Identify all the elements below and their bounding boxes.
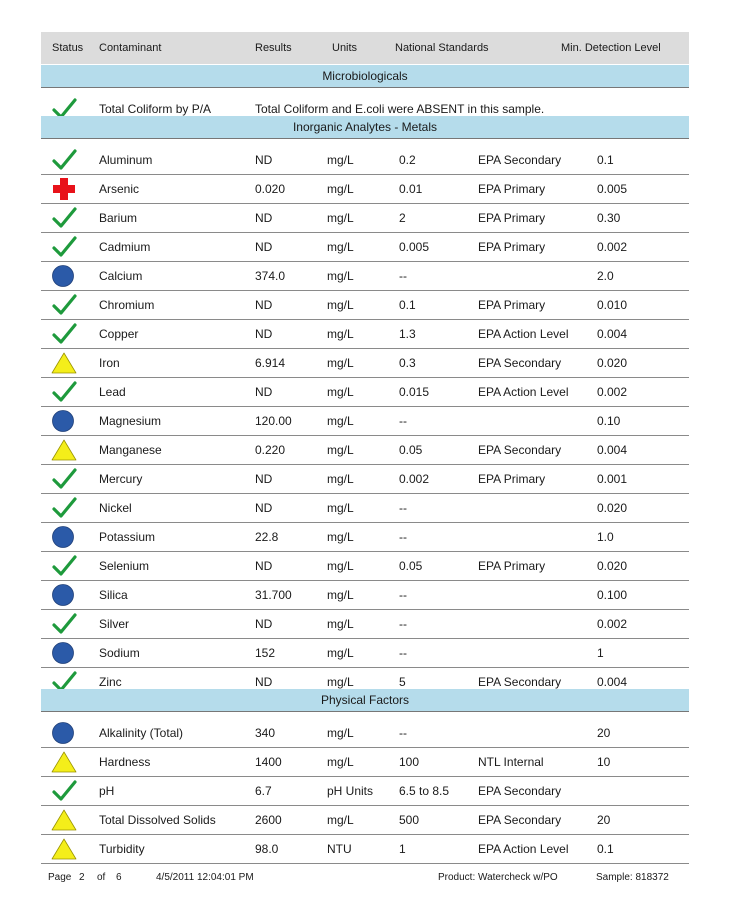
standard-value: -- [399, 588, 407, 602]
standard-type: EPA Primary [478, 472, 546, 486]
contaminant-name: Zinc [99, 675, 122, 689]
standard-type: EPA Primary [478, 211, 546, 225]
blue-circle-icon [51, 264, 77, 288]
contaminant-name: Copper [99, 327, 139, 341]
standard-value: 0.05 [399, 559, 423, 573]
units-value: mg/L [327, 443, 354, 457]
table-row [41, 232, 689, 262]
min-detection-value: 1.0 [597, 530, 614, 544]
units-value: mg/L [327, 269, 354, 283]
units-value: mg/L [327, 755, 354, 769]
standard-value: 0.1 [399, 298, 416, 312]
result-value: ND [255, 153, 273, 167]
table-row [41, 174, 689, 204]
standard-value: 0.3 [399, 356, 416, 370]
footer-page-label: Page [48, 872, 72, 883]
standard-value: 5 [399, 675, 406, 689]
result-value: 6.914 [255, 356, 286, 370]
result-value: 31.700 [255, 588, 292, 602]
table-row [41, 377, 689, 407]
warning-triangle-icon [51, 750, 77, 774]
table-row [41, 638, 689, 668]
standard-value: 0.05 [399, 443, 423, 457]
min-detection-value: 0.020 [597, 501, 628, 515]
table-row [41, 834, 689, 864]
footer-sample: Sample: 818372 [596, 872, 669, 883]
result-note: Total Coliform and E.coli were ABSENT in this sample. [255, 102, 545, 116]
standard-type: EPA Secondary [478, 675, 562, 689]
check-icon [51, 206, 77, 230]
check-icon [51, 612, 77, 636]
contaminant-name: Total Dissolved Solids [99, 813, 216, 827]
footer-page-number: 2 [79, 872, 85, 883]
result-value: 374.0 [255, 269, 286, 283]
table-row [41, 290, 689, 320]
result-value: ND [255, 211, 273, 225]
min-detection-value: 0.100 [597, 588, 628, 602]
standard-value: -- [399, 617, 407, 631]
standard-value: 0.2 [399, 153, 416, 167]
check-icon [51, 235, 77, 259]
footer-page-total: 6 [116, 872, 122, 883]
table-row [41, 805, 689, 835]
contaminant-name: Chromium [99, 298, 155, 312]
min-detection-value: 0.001 [597, 472, 628, 486]
min-detection-value: 0.020 [597, 559, 628, 573]
footer-of-label: of [97, 872, 106, 883]
min-detection-value: 0.10 [597, 414, 621, 428]
result-value: ND [255, 559, 273, 573]
warning-triangle-icon [51, 351, 77, 375]
check-icon [51, 322, 77, 346]
section-header: Physical Factors [41, 689, 689, 712]
standard-type: EPA Secondary [478, 153, 562, 167]
table-row [41, 776, 689, 806]
standard-value: 0.005 [399, 240, 430, 254]
units-value: mg/L [327, 153, 354, 167]
blue-circle-icon [51, 583, 77, 607]
units-value: NTU [327, 842, 352, 856]
footer-product: Product: Watercheck w/PO [438, 872, 558, 883]
standard-value: 2 [399, 211, 406, 225]
standard-value: -- [399, 646, 407, 660]
contaminant-name: Barium [99, 211, 138, 225]
table-row [41, 203, 689, 233]
units-value: mg/L [327, 356, 354, 370]
blue-circle-icon [51, 641, 77, 665]
min-detection-value: 20 [597, 726, 611, 740]
header-contaminant: Contaminant [99, 42, 162, 54]
units-value: pH Units [327, 784, 374, 798]
table-row [41, 493, 689, 523]
result-value: ND [255, 617, 273, 631]
table-row [41, 145, 689, 175]
units-value: mg/L [327, 182, 354, 196]
result-value: ND [255, 675, 273, 689]
min-detection-value: 0.005 [597, 182, 628, 196]
table-row [41, 406, 689, 436]
section-header: Inorganic Analytes - Metals [41, 116, 689, 139]
table-row [41, 747, 689, 777]
contaminant-name: Magnesium [99, 414, 162, 428]
standard-value: 0.002 [399, 472, 430, 486]
table-header [41, 32, 689, 64]
table-row [41, 348, 689, 378]
contaminant-name: Manganese [99, 443, 162, 457]
contaminant-name: Calcium [99, 269, 143, 283]
result-value: 98.0 [255, 842, 279, 856]
table-row [41, 551, 689, 581]
result-value: 0.020 [255, 182, 286, 196]
header-min-detection: Min. Detection Level [561, 42, 661, 54]
check-icon [51, 496, 77, 520]
min-detection-value: 20 [597, 813, 611, 827]
standard-type: EPA Action Level [478, 327, 569, 341]
result-value: 2600 [255, 813, 282, 827]
units-value: mg/L [327, 726, 354, 740]
min-detection-value: 0.020 [597, 356, 628, 370]
table-row [41, 609, 689, 639]
min-detection-value: 0.002 [597, 617, 628, 631]
contaminant-name: Nickel [99, 501, 132, 515]
header-units: Units [332, 42, 358, 54]
warning-triangle-icon [51, 837, 77, 861]
result-value: ND [255, 298, 273, 312]
standard-type: EPA Secondary [478, 356, 562, 370]
table-row [41, 435, 689, 465]
standard-type: EPA Secondary [478, 813, 562, 827]
standard-value: -- [399, 414, 407, 428]
standard-value: -- [399, 530, 407, 544]
contaminant-name: Silica [99, 588, 128, 602]
contaminant-name: Total Coliform by P/A [99, 102, 212, 116]
contaminant-name: Hardness [99, 755, 151, 769]
standard-type: EPA Action Level [478, 385, 569, 399]
blue-circle-icon [51, 409, 77, 433]
min-detection-value: 0.002 [597, 240, 628, 254]
units-value: mg/L [327, 646, 354, 660]
footer-datetime: 4/5/2011 12:04:01 PM [156, 872, 254, 883]
table-row [41, 580, 689, 610]
contaminant-name: Potassium [99, 530, 156, 544]
standard-value: -- [399, 269, 407, 283]
result-value: ND [255, 385, 273, 399]
min-detection-value: 2.0 [597, 269, 614, 283]
section-header: Microbiologicals [41, 65, 689, 88]
result-value: 22.8 [255, 530, 279, 544]
units-value: mg/L [327, 617, 354, 631]
contaminant-name: Silver [99, 617, 130, 631]
result-value: ND [255, 501, 273, 515]
standard-value: 1.3 [399, 327, 416, 341]
units-value: mg/L [327, 327, 354, 341]
standard-type: NTL Internal [478, 755, 544, 769]
units-value: mg/L [327, 298, 354, 312]
header-results: Results [255, 42, 292, 54]
standard-value: 0.01 [399, 182, 423, 196]
check-icon [51, 380, 77, 404]
standard-type: EPA Primary [478, 182, 546, 196]
header-status: Status [52, 42, 84, 54]
units-value: mg/L [327, 675, 354, 689]
contaminant-name: Turbidity [99, 842, 145, 856]
units-value: mg/L [327, 813, 354, 827]
result-value: ND [255, 240, 273, 254]
result-value: 0.220 [255, 443, 286, 457]
contaminant-name: Selenium [99, 559, 150, 573]
check-icon [51, 554, 77, 578]
contaminant-name: Cadmium [99, 240, 151, 254]
standard-type: EPA Primary [478, 298, 546, 312]
warning-triangle-icon [51, 438, 77, 462]
blue-circle-icon [51, 525, 77, 549]
standard-type: EPA Primary [478, 559, 546, 573]
contaminant-name: Sodium [99, 646, 140, 660]
standard-value: 1 [399, 842, 406, 856]
min-detection-value: 0.1 [597, 842, 614, 856]
standard-value: 100 [399, 755, 420, 769]
check-icon [51, 779, 77, 803]
units-value: mg/L [327, 211, 354, 225]
contaminant-name: Mercury [99, 472, 143, 486]
standard-type: EPA Action Level [478, 842, 569, 856]
min-detection-value: 0.1 [597, 153, 614, 167]
result-value: ND [255, 327, 273, 341]
header-national-standards: National Standards [395, 42, 489, 54]
standard-value: -- [399, 726, 407, 740]
standard-type: EPA Secondary [478, 784, 562, 798]
contaminant-name: Aluminum [99, 153, 153, 167]
blue-circle-icon [51, 721, 77, 745]
standard-value: 500 [399, 813, 420, 827]
units-value: mg/L [327, 530, 354, 544]
contaminant-name: Arsenic [99, 182, 140, 196]
units-value: mg/L [327, 559, 354, 573]
check-icon [51, 467, 77, 491]
result-value: 6.7 [255, 784, 272, 798]
table-row [41, 261, 689, 291]
contaminant-name: pH [99, 784, 115, 798]
units-value: mg/L [327, 385, 354, 399]
min-detection-value: 0.004 [597, 443, 628, 457]
standard-type: EPA Secondary [478, 443, 562, 457]
table-row [41, 464, 689, 494]
min-detection-value: 1 [597, 646, 604, 660]
standard-value: 0.015 [399, 385, 430, 399]
standard-value: -- [399, 501, 407, 515]
units-value: mg/L [327, 588, 354, 602]
check-icon [51, 293, 77, 317]
contaminant-name: Lead [99, 385, 126, 399]
result-value: 1400 [255, 755, 282, 769]
min-detection-value: 0.010 [597, 298, 628, 312]
result-value: 340 [255, 726, 276, 740]
units-value: mg/L [327, 472, 354, 486]
min-detection-value: 10 [597, 755, 611, 769]
table-row [41, 718, 689, 748]
result-value: 152 [255, 646, 276, 660]
result-value: 120.00 [255, 414, 292, 428]
units-value: mg/L [327, 414, 354, 428]
red-cross-icon [51, 177, 77, 201]
standard-value: 6.5 to 8.5 [399, 784, 450, 798]
table-row [41, 319, 689, 349]
standard-type: EPA Primary [478, 240, 546, 254]
check-icon [51, 148, 77, 172]
min-detection-value: 0.004 [597, 327, 628, 341]
warning-triangle-icon [51, 808, 77, 832]
units-value: mg/L [327, 501, 354, 515]
min-detection-value: 0.30 [597, 211, 621, 225]
min-detection-value: 0.004 [597, 675, 628, 689]
min-detection-value: 0.002 [597, 385, 628, 399]
units-value: mg/L [327, 240, 354, 254]
table-row [41, 522, 689, 552]
contaminant-name: Alkalinity (Total) [99, 726, 184, 740]
result-value: ND [255, 472, 273, 486]
contaminant-name: Iron [99, 356, 120, 370]
